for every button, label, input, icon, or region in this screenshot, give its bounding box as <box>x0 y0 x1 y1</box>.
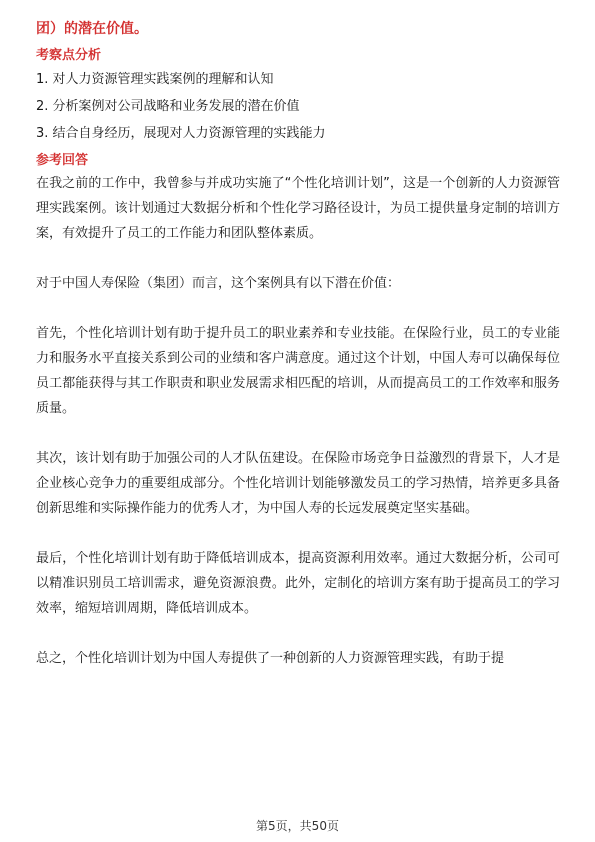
answer-paragraph: 其次，该计划有助于加强公司的人才队伍建设。在保险市场竞争日益激烈的背景下，人才是企业核心竞争力的重要组成部分。个性化培训计划能够激发员工的学习热情，培养更多具备创新思维和实际操作能力的优秀人才，为中国人寿的长远发展奠定坚实基础。 <box>36 451 560 516</box>
answer-paragraph: 首先，个性化培训计划有助于提升员工的职业素养和专业技能。在保险行业，员工的专业能力和服务水平直接关系到公司的业绩和客户满意度。通过这个计划，中国人寿可以确保每位员工都能获得与其工作职责和职业发展需求相匹配的培训，从而提高员工的工作效率和服务质量。 <box>36 326 560 416</box>
answer-paragraph: 在我之前的工作中，我曾参与并成功实施了“个性化培训计划”，这是一个创新的人力资源管理实践案例。该计划通过大数据分析和个性化学习路径设计，为员工提供量身定制的培训方案，有效提升了员工的工作能力和团队整体素质。 <box>36 176 560 241</box>
analysis-list <box>36 70 560 144</box>
answer-paragraph: 对于中国人寿保险（集团）而言，这个案例具有以下潜在价值： <box>36 276 401 291</box>
list-item: 3. 结合自身经历，展现对人力资源管理的实践能力 <box>36 126 326 141</box>
document-page <box>36 18 560 671</box>
answer-title: 参考回答 <box>36 153 89 168</box>
list-item: 2. 分析案例对公司战略和业务发展的潜在价值 <box>36 99 300 114</box>
answer-paragraph: 总之，个性化培训计划为中国人寿提供了一种创新的人力资源管理实践，有助于提 <box>36 651 505 666</box>
answer-paragraph: 最后，个性化培训计划有助于降低培训成本，提高资源利用效率。通过大数据分析，公司可以精准识别员工培训需求，避免资源浪费。此外，定制化的培训方案有助于提高员工的学习效率，缩短培训周期，降低培训成本。 <box>36 551 560 616</box>
list-item: 1. 对人力资源管理实践案例的理解和认知 <box>36 72 274 87</box>
page-number: 第5页，共50页 <box>256 819 339 833</box>
top-heading: 团）的潜在价值。 <box>36 21 148 37</box>
analysis-title: 考察点分析 <box>36 48 102 63</box>
